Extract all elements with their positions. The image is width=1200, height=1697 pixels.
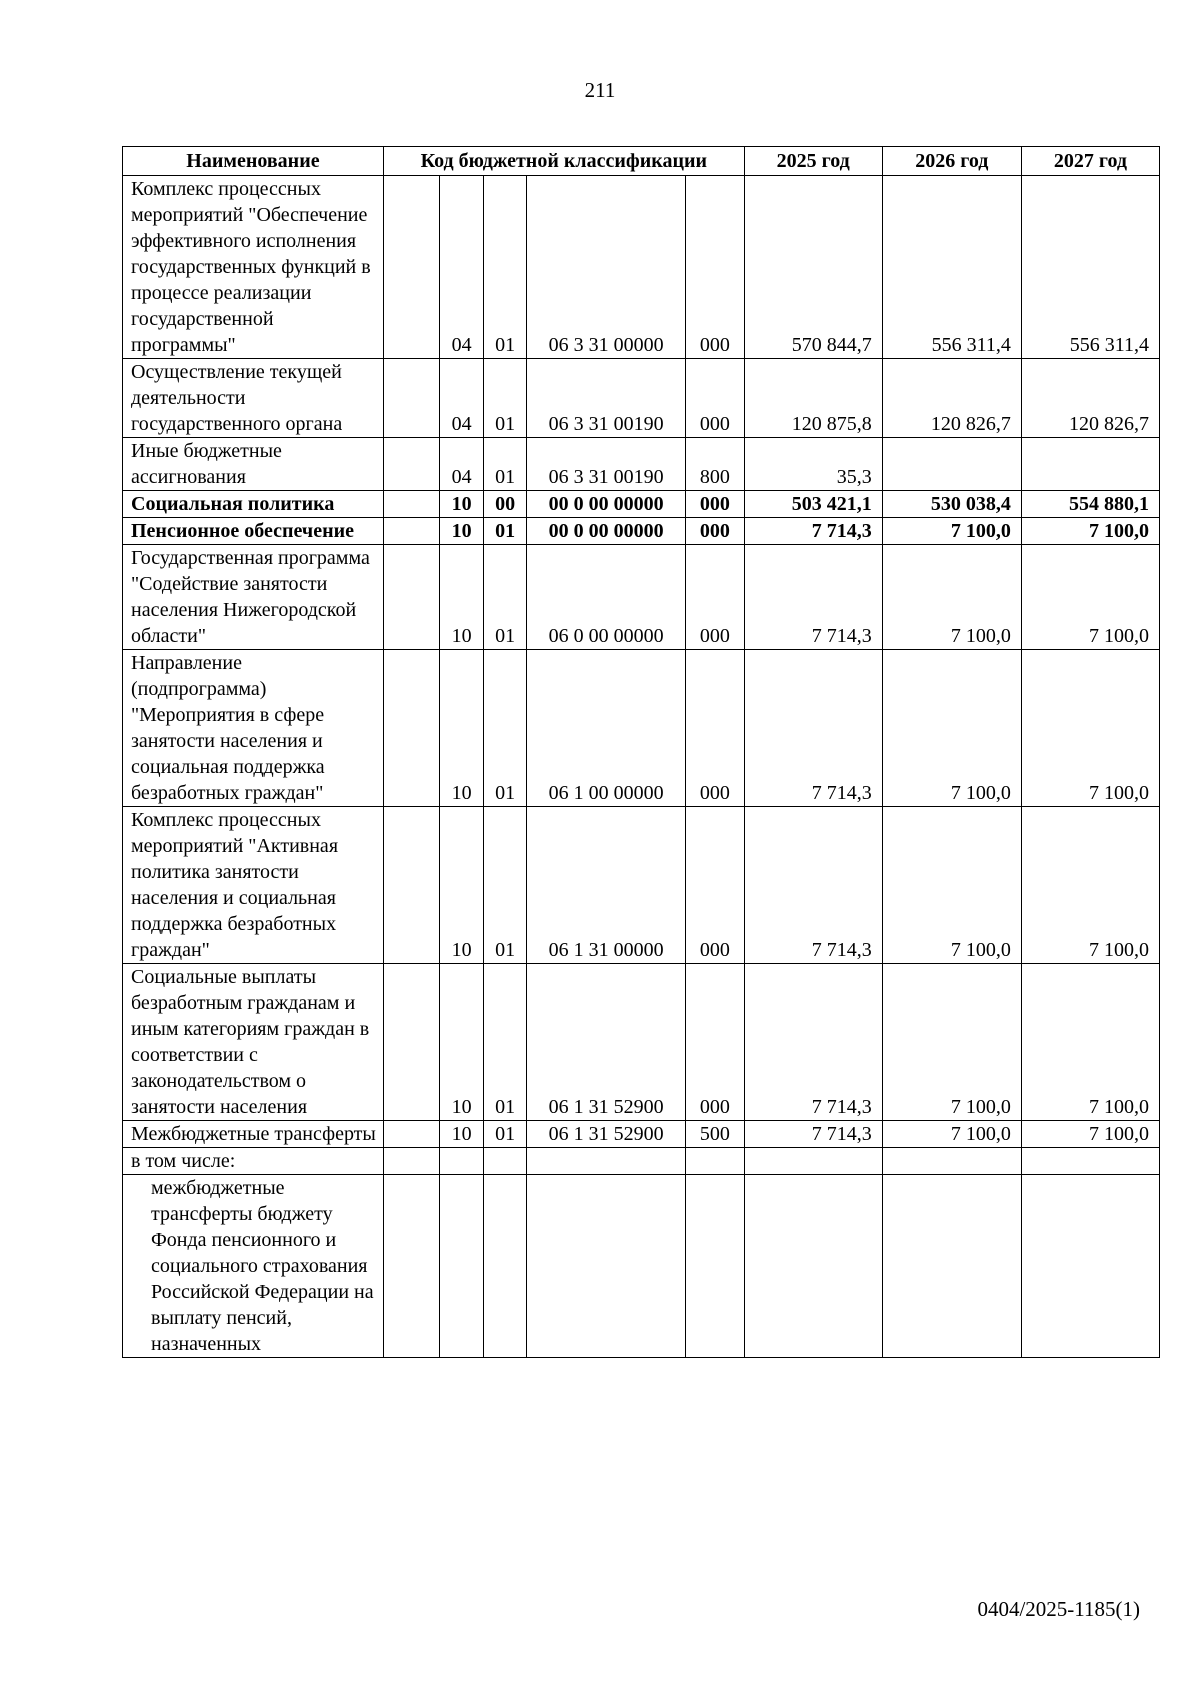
row-code-target: 06 1 31 52900 [527, 1121, 686, 1148]
row-2027: 554 880,1 [1021, 491, 1159, 518]
row-code-1 [383, 176, 440, 359]
row-code-subsection: 01 [483, 807, 526, 964]
row-2025: 570 844,7 [744, 176, 882, 359]
row-code-target: 06 1 00 00000 [527, 650, 686, 807]
row-2025 [744, 1148, 882, 1175]
row-name: Комплекс процессных мероприятий "Активная политика занятости населения и социальная поддержка безработных граждан" [123, 807, 384, 964]
row-code-target: 06 3 31 00000 [527, 176, 686, 359]
row-2025: 7 714,3 [744, 807, 882, 964]
row-code-target [527, 1148, 686, 1175]
row-code-subsection: 01 [483, 964, 526, 1121]
table-row [123, 1148, 1160, 1175]
row-code-section [440, 1175, 483, 1358]
row-2025: 120 875,8 [744, 359, 882, 438]
row-code-target: 00 0 00 00000 [527, 491, 686, 518]
row-code-expense: 000 [686, 176, 745, 359]
row-2026: 120 826,7 [882, 359, 1021, 438]
row-code-subsection [483, 1175, 526, 1358]
row-name: Государственная программа "Содействие занятости населения Нижегородской области" [123, 545, 384, 650]
row-code-target: 06 3 31 00190 [527, 359, 686, 438]
row-code-section: 10 [440, 964, 483, 1121]
row-code-section: 10 [440, 545, 483, 650]
row-2025: 7 714,3 [744, 1121, 882, 1148]
row-code-expense: 500 [686, 1121, 745, 1148]
row-code-1 [383, 650, 440, 807]
row-code-section: 10 [440, 491, 483, 518]
row-code-subsection: 01 [483, 176, 526, 359]
row-name: межбюджетные трансферты бюджету Фонда пенсионного и социального страхования Российской Федерации на выплату пенсий, назначенных [123, 1175, 384, 1358]
row-2026 [882, 1175, 1021, 1358]
row-2026: 530 038,4 [882, 491, 1021, 518]
table-row [123, 438, 1160, 491]
row-code-section: 04 [440, 438, 483, 491]
row-2025: 35,3 [744, 438, 882, 491]
row-code-expense: 000 [686, 545, 745, 650]
document-code: 0404/2025-1185(1) [977, 1597, 1140, 1621]
row-2027: 7 100,0 [1021, 964, 1159, 1121]
row-code-subsection: 01 [483, 1121, 526, 1148]
row-2027 [1021, 1175, 1159, 1358]
header-row [123, 147, 1160, 176]
row-code-1 [383, 438, 440, 491]
row-2027: 7 100,0 [1021, 650, 1159, 807]
row-code-subsection [483, 1148, 526, 1175]
row-2026: 7 100,0 [882, 1121, 1021, 1148]
row-code-subsection: 01 [483, 545, 526, 650]
row-code-1 [383, 491, 440, 518]
row-2027: 7 100,0 [1021, 518, 1159, 545]
row-name: в том числе: [123, 1148, 384, 1175]
row-code-expense: 000 [686, 650, 745, 807]
row-code-1 [383, 545, 440, 650]
row-code-section: 10 [440, 1121, 483, 1148]
row-code-target: 00 0 00 00000 [527, 518, 686, 545]
row-name: Иные бюджетные ассигнования [123, 438, 384, 491]
row-name: Социальная политика [123, 491, 384, 518]
header-2027: 2027 год [1021, 147, 1159, 176]
row-code-subsection: 00 [483, 491, 526, 518]
row-code-section: 04 [440, 176, 483, 359]
table-row [123, 545, 1160, 650]
row-code-1 [383, 964, 440, 1121]
row-code-subsection: 01 [483, 438, 526, 491]
row-name: Социальные выплаты безработным гражданам и иным категориям граждан в соответствии с законодательством о занятости населения [123, 964, 384, 1121]
row-code-expense: 000 [686, 491, 745, 518]
row-code-expense: 000 [686, 807, 745, 964]
table-row [123, 491, 1160, 518]
row-2027: 7 100,0 [1021, 545, 1159, 650]
row-code-subsection: 01 [483, 518, 526, 545]
row-2027: 556 311,4 [1021, 176, 1159, 359]
row-code-target: 06 0 00 00000 [527, 545, 686, 650]
row-2026: 7 100,0 [882, 650, 1021, 807]
row-2025: 503 421,1 [744, 491, 882, 518]
row-code-subsection: 01 [483, 359, 526, 438]
row-code-target [527, 1175, 686, 1358]
row-code-target: 06 3 31 00190 [527, 438, 686, 491]
row-2025: 7 714,3 [744, 545, 882, 650]
row-code-target: 06 1 31 00000 [527, 807, 686, 964]
table-row [123, 359, 1160, 438]
row-code-expense: 000 [686, 518, 745, 545]
row-2026: 7 100,0 [882, 545, 1021, 650]
row-name: Направление (подпрограмма) "Мероприятия в сфере занятости населения и социальная поддержка безработных граждан" [123, 650, 384, 807]
row-code-subsection: 01 [483, 650, 526, 807]
budget-table [122, 146, 1160, 1358]
row-code-section [440, 1148, 483, 1175]
row-2025: 7 714,3 [744, 650, 882, 807]
table-row [123, 1175, 1160, 1358]
row-2027: 7 100,0 [1021, 807, 1159, 964]
row-code-expense: 000 [686, 964, 745, 1121]
row-2025: 7 714,3 [744, 518, 882, 545]
table-row [123, 176, 1160, 359]
row-2027: 120 826,7 [1021, 359, 1159, 438]
table-row [123, 807, 1160, 964]
row-code-1 [383, 807, 440, 964]
row-name: Пенсионное обеспечение [123, 518, 384, 545]
row-code-expense: 800 [686, 438, 745, 491]
header-2026: 2026 год [882, 147, 1021, 176]
row-2025 [744, 1175, 882, 1358]
header-code: Код бюджетной классификации [383, 147, 744, 176]
row-2025: 7 714,3 [744, 964, 882, 1121]
header-2025: 2025 год [744, 147, 882, 176]
row-code-expense [686, 1175, 745, 1358]
row-2026 [882, 438, 1021, 491]
row-name: Комплекс процессных мероприятий "Обеспечение эффективного исполнения государственных функций в процессе реализации государственной программы" [123, 176, 384, 359]
row-name: Осуществление текущей деятельности государственного органа [123, 359, 384, 438]
table-row [123, 1121, 1160, 1148]
row-code-expense [686, 1148, 745, 1175]
row-code-1 [383, 518, 440, 545]
page-number: 211 [584, 78, 616, 102]
row-code-target: 06 1 31 52900 [527, 964, 686, 1121]
row-2026: 7 100,0 [882, 518, 1021, 545]
row-2026: 556 311,4 [882, 176, 1021, 359]
row-code-1 [383, 1148, 440, 1175]
row-code-section: 04 [440, 359, 483, 438]
row-2027: 7 100,0 [1021, 1121, 1159, 1148]
row-2027 [1021, 1148, 1159, 1175]
row-2026: 7 100,0 [882, 964, 1021, 1121]
row-code-1 [383, 1121, 440, 1148]
row-2027 [1021, 438, 1159, 491]
row-code-expense: 000 [686, 359, 745, 438]
table-row [123, 518, 1160, 545]
row-code-section: 10 [440, 650, 483, 807]
row-code-section: 10 [440, 807, 483, 964]
row-code-1 [383, 1175, 440, 1358]
header-name: Наименование [123, 147, 384, 176]
row-2026: 7 100,0 [882, 807, 1021, 964]
row-name: Межбюджетные трансферты [123, 1121, 384, 1148]
table-row [123, 964, 1160, 1121]
row-2026 [882, 1148, 1021, 1175]
table-row [123, 650, 1160, 807]
row-code-1 [383, 359, 440, 438]
row-code-section: 10 [440, 518, 483, 545]
